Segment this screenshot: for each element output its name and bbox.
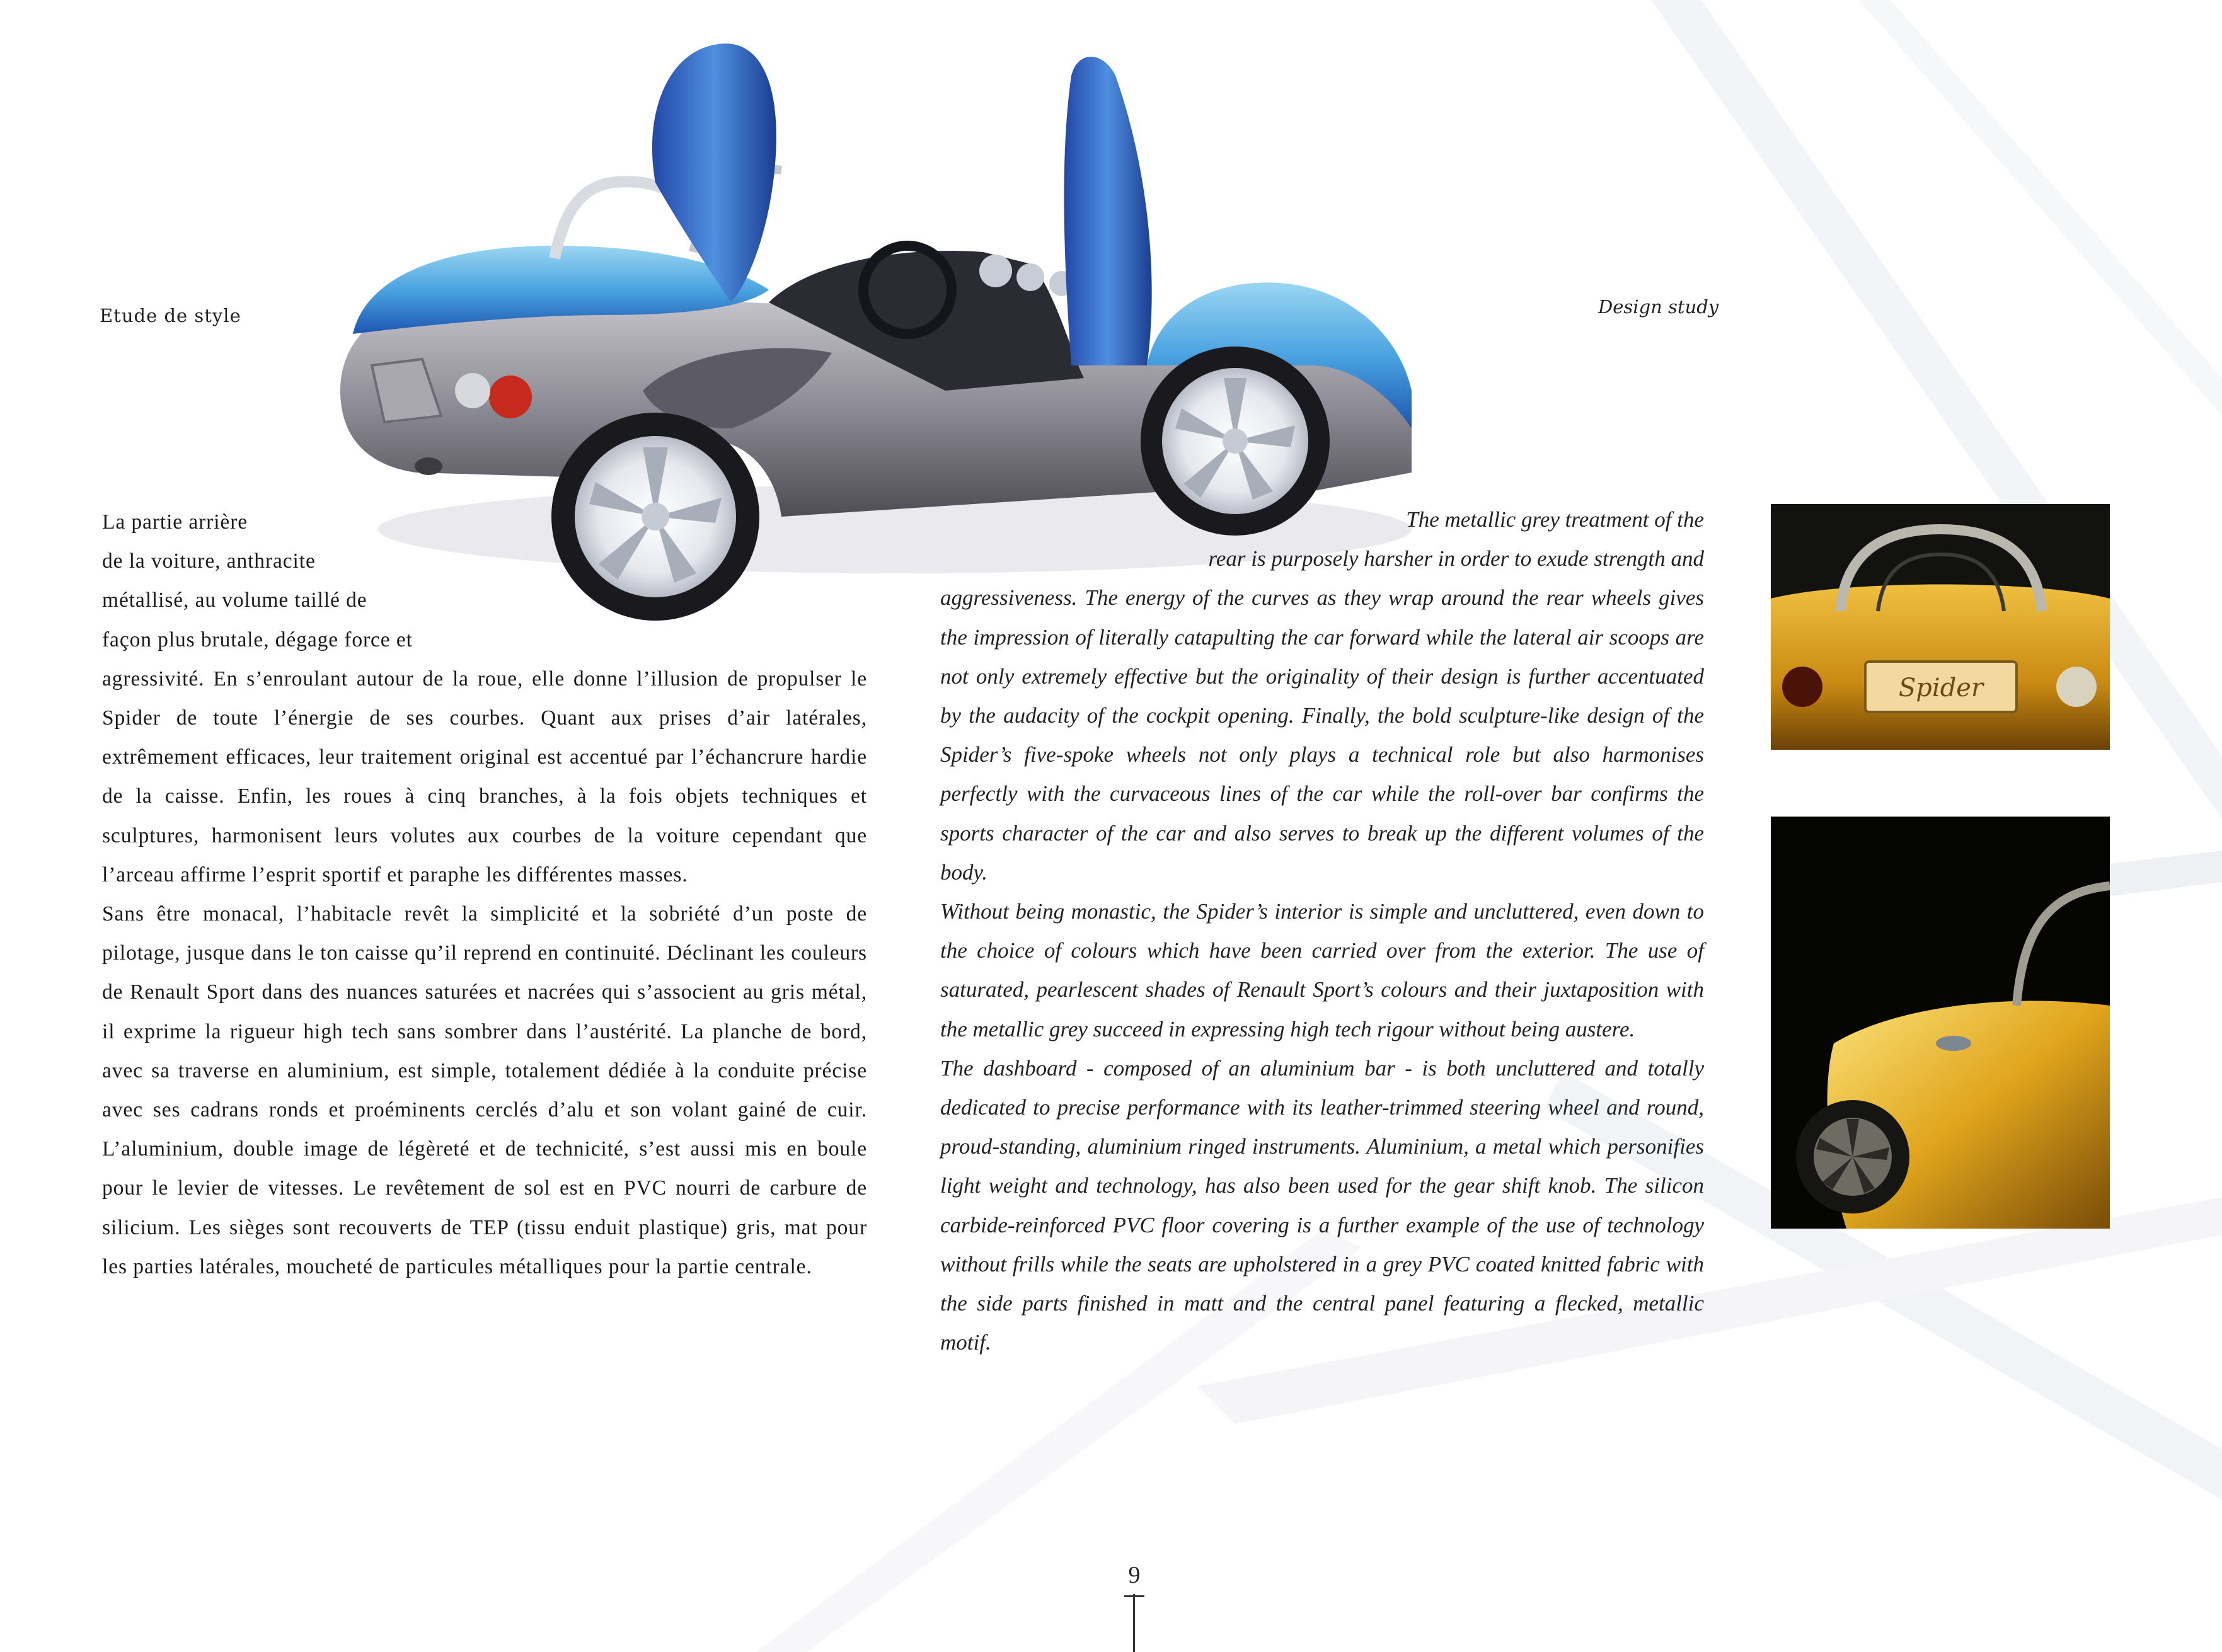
french-paragraph-2: Sans être monacal, l’habitacle revêt la simplicité et la sobriété d’un poste de pilotage, jusque dans le ton caisse qu’il reprend en continuité. Déclinant les couleurs de Renault Sport dans des nuances saturées et nacrées qui s’associent au gris métal, il exprime la rigueur high tech sans sombrer dans l’austérité. La planche de bord, avec sa traverse en aluminium, est simple, totalement dédiée à la conduite précise avec ses cadrans ronds et proéminents cerclés d’alu et son volant gainé de cuir. L’aluminium, double image de légèreté et de technicité, s’est aussi mis en boule pour le levier de vitesses. Le revêtement de sol est en PVC nourri de carbure de silicium. Les sièges sont recouverts de TEP (tissu enduit plastique) gris, mat pour les parties latérales, moucheté de particules métalliques pour la partie centrale. — [102, 902, 867, 1278]
side-photo-image — [1771, 817, 2110, 1229]
french-line: de la voiture, anthracite — [102, 549, 316, 573]
french-text-column — [102, 503, 867, 1287]
french-line: façon plus brutale, dégage force et — [102, 628, 413, 651]
text-wrap-gap — [495, 503, 867, 659]
rear-photo — [1771, 504, 2110, 750]
caption-french: Etude de style — [100, 305, 241, 326]
french-line: La partie arrière — [102, 510, 248, 534]
english-paragraph-1-rest: aggressiveness. The energy of the curves as they wrap around the rear wheels gives the impression of literally catapulting the car forward while the lateral air scoops are not only extremely effective but the originality of their design is further accentuated by the audacity of the cockpit opening. Finally, the bold sculpture-like design of the Spider’s five-spoke wheels not only plays a technical role but also harmonises perfectly with the curvaceous lines of the car while the roll-over bar confirms the sports character of the car and also serves to break up the different volumes of the body. — [940, 585, 1704, 885]
page-number: 9 — [1128, 1562, 1141, 1588]
english-paragraph-3: The dashboard - composed of an aluminium bar - is both uncluttered and totally dedicated to precise performance with its leather-trimmed steering wheel and round, proud-standing, aluminium ringed instruments. Aluminium, a metal which personifies light weight and technology, has also been used for the gear shift knob. The silicon carbide-reinforced PVC floor covering is a further example of the use of technology without frills while the seats are upholstered in a grey PVC coated knitted fabric with the side parts finished in matt and the central panel featuring a flecked, metallic motif. — [940, 1055, 1704, 1355]
rear-photo-image — [1771, 504, 2110, 750]
english-line-2: rear is purposely harsher in order to exude strength and — [1208, 546, 1704, 571]
english-text-column — [940, 500, 1704, 1362]
french-line: métallisé, au volume taillé de — [102, 588, 367, 612]
english-line-1: The metallic grey treatment of the — [1406, 507, 1704, 532]
spider-badge: Spider — [1898, 674, 1984, 703]
french-paragraph-1-rest: agressivité. En s’enroulant autour de la roue, elle donne l’illusion de propulser le Spider de toute l’énergie de ses courbes. Quant aux prises d’air latérales, extrêmement efficaces, leur traitement original est accentué par l’échancrure hardie de la caisse. Enfin, les roues à cinq branches, à la fois objets techniques et sculptures, harmonisent leurs volutes aux courbes de la voiture cependant que l’arceau affirme l’esprit sportif et paraphe les différentes masses. — [102, 667, 867, 886]
english-paragraph-2: Without being monastic, the Spider’s interior is simple and uncluttered, even down to the choice of colours which have been carried over from the exterior. The use of saturated, pearlescent shades of Renault Sport’s colours and their juxtaposition with the metallic grey succeed in expressing high tech rigour without being austere. — [940, 899, 1704, 1041]
caption-english: Design study — [1598, 296, 1719, 318]
english-paragraph-1 — [940, 500, 1704, 892]
side-photo — [1771, 817, 2110, 1229]
page-number-rule — [1133, 1594, 1135, 1652]
